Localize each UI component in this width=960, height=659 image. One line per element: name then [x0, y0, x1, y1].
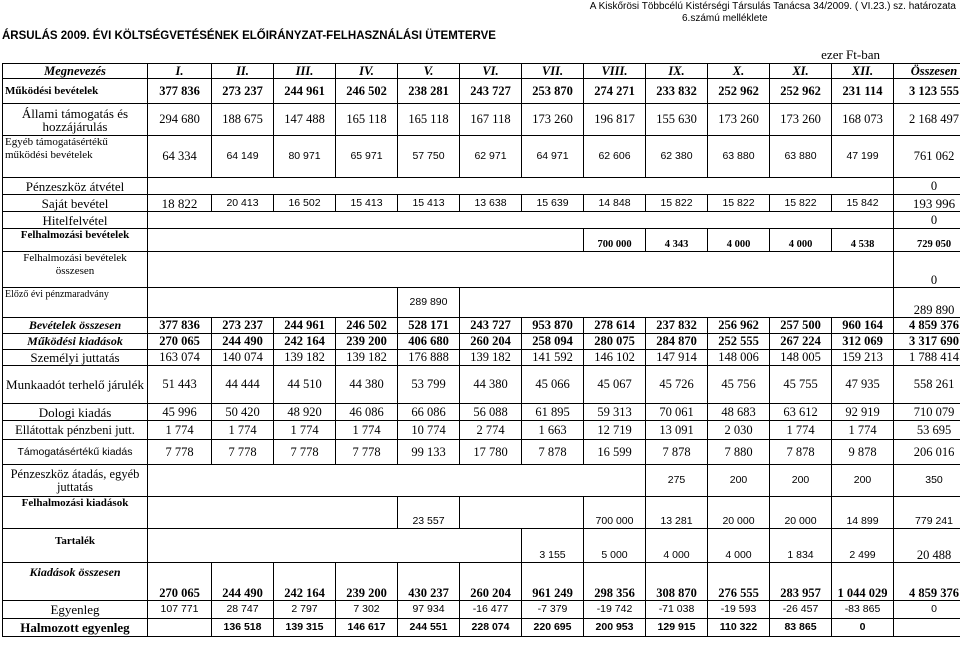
- table-cell: 7 880: [708, 440, 770, 465]
- table-cell: 110 322: [708, 619, 770, 637]
- table-cell: 45 756: [708, 366, 770, 404]
- table-cell: [148, 529, 522, 563]
- table-cell: 377 836: [148, 318, 212, 334]
- table-cell: 48 683: [708, 404, 770, 421]
- table-cell: 20 000: [708, 497, 770, 529]
- table-cell: -16 477: [460, 601, 522, 619]
- table-cell: 289 890: [398, 288, 460, 318]
- table-cell: 0: [832, 619, 894, 637]
- table-cell: 7 778: [336, 440, 398, 465]
- table-cell: 239 200: [336, 563, 398, 601]
- table-cell: 4 000: [770, 229, 832, 252]
- table-row: [3, 563, 960, 601]
- table-cell: 252 962: [770, 79, 832, 104]
- table-cell: 350: [894, 465, 960, 497]
- table-cell: 165 118: [336, 104, 398, 136]
- table-cell: 63 880: [770, 136, 832, 178]
- table-cell: 558 261: [894, 366, 960, 404]
- table-cell: 273 237: [212, 318, 274, 334]
- table-cell: 200: [770, 465, 832, 497]
- table-cell: 1 044 029: [832, 563, 894, 601]
- table-cell: 377 836: [148, 79, 212, 104]
- table-cell: 16 502: [274, 195, 336, 212]
- table-cell: 7 778: [274, 440, 336, 465]
- table-cell: 44 510: [274, 366, 336, 404]
- table-cell: 1 774: [274, 421, 336, 440]
- table-cell: 3 123 555: [894, 79, 960, 104]
- table-cell: 4 000: [708, 529, 770, 563]
- table-cell: 242 164: [274, 334, 336, 350]
- table-cell: 200: [832, 465, 894, 497]
- table-cell: 12 719: [584, 421, 646, 440]
- table-cell: 231 114: [832, 79, 894, 104]
- document-reference: [520, 1, 956, 25]
- table-cell: 47 935: [832, 366, 894, 404]
- table-cell: 1 774: [148, 421, 212, 440]
- col-header-month: I.: [148, 64, 212, 79]
- table-cell: 252 555: [708, 334, 770, 350]
- table-cell: 7 878: [770, 440, 832, 465]
- table-cell: 28 747: [212, 601, 274, 619]
- table-cell: 258 094: [522, 334, 584, 350]
- table-cell: 4 859 376: [894, 563, 960, 601]
- table-cell: 283 957: [770, 563, 832, 601]
- table-cell: 430 237: [398, 563, 460, 601]
- table-cell: 139 315: [274, 619, 336, 637]
- table-cell: 97 934: [398, 601, 460, 619]
- table-cell: 50 420: [212, 404, 274, 421]
- table-cell: 228 074: [460, 619, 522, 637]
- table-cell: 61 895: [522, 404, 584, 421]
- table-cell: 1 774: [212, 421, 274, 440]
- table-cell: 63 880: [708, 136, 770, 178]
- table-cell: -71 038: [646, 601, 708, 619]
- row-label: Pénzeszköz átadás, egyéb juttatás: [3, 465, 148, 497]
- table-cell: 15 842: [832, 195, 894, 212]
- table-cell: 4 859 376: [894, 318, 960, 334]
- table-cell: 17 780: [460, 440, 522, 465]
- table-cell: [148, 252, 894, 288]
- table-cell: 148 006: [708, 350, 770, 366]
- table-cell: 62 380: [646, 136, 708, 178]
- table-cell: 1 774: [336, 421, 398, 440]
- row-label: Hitelfelvétel: [3, 212, 148, 229]
- table-cell: 48 920: [274, 404, 336, 421]
- table-cell: 4 000: [646, 529, 708, 563]
- table-row: [3, 421, 960, 440]
- table-cell: 206 016: [894, 440, 960, 465]
- table-cell: -19 742: [584, 601, 646, 619]
- table-cell: 406 680: [398, 334, 460, 350]
- table-cell: 244 551: [398, 619, 460, 637]
- col-header-month: II.: [212, 64, 274, 79]
- table-cell: 15 822: [646, 195, 708, 212]
- table-cell: 165 118: [398, 104, 460, 136]
- table-cell: 700 000: [584, 229, 646, 252]
- table-cell: 44 444: [212, 366, 274, 404]
- table-cell: 244 961: [274, 79, 336, 104]
- col-header-name: Megnevezés: [3, 64, 148, 79]
- table-cell: 18 822: [148, 195, 212, 212]
- table-cell: 62 971: [460, 136, 522, 178]
- table-row: [3, 601, 960, 619]
- col-header-total: Összesen: [894, 64, 960, 79]
- table-cell: 188 675: [212, 104, 274, 136]
- row-label: Saját bevétel: [3, 195, 148, 212]
- table-cell: 14 848: [584, 195, 646, 212]
- table-cell: 56 088: [460, 404, 522, 421]
- table-cell: 244 490: [212, 563, 274, 601]
- col-header-month: XII.: [832, 64, 894, 79]
- table-row: [3, 465, 960, 497]
- table-cell: 0: [894, 178, 960, 195]
- table-row: [3, 366, 960, 404]
- row-label: Személyi juttatás: [3, 350, 148, 366]
- table-cell: 239 200: [336, 334, 398, 350]
- row-label: Előző évi pénzmaradvány: [3, 288, 148, 318]
- col-header-month: IV.: [336, 64, 398, 79]
- table-cell: 20 413: [212, 195, 274, 212]
- table-cell: 23 557: [398, 497, 460, 529]
- table-cell: 289 890: [894, 288, 960, 318]
- table-cell: 4 538: [832, 229, 894, 252]
- table-cell: 7 878: [522, 440, 584, 465]
- table-cell: 1 834: [770, 529, 832, 563]
- table-cell: 173 260: [708, 104, 770, 136]
- table-cell: 779 241: [894, 497, 960, 529]
- table-row: [3, 619, 960, 637]
- table-row: [3, 440, 960, 465]
- table-cell: 159 213: [832, 350, 894, 366]
- table-cell: [894, 619, 960, 637]
- table-cell: 83 865: [770, 619, 832, 637]
- resolution-reference: A Kiskőrösi Többcélú Kistérségi Társulás Tanácsa 34/2009. ( VI.23.) sz. határozata: [589, 1, 956, 12]
- table-cell: -83 865: [832, 601, 894, 619]
- table-cell: 45 066: [522, 366, 584, 404]
- table-row: [3, 497, 960, 529]
- row-label: Felhalmozási kiadások: [3, 497, 148, 529]
- table-row: [3, 350, 960, 366]
- table-cell: 242 164: [274, 563, 336, 601]
- table-cell: 244 961: [274, 318, 336, 334]
- table-cell: 10 774: [398, 421, 460, 440]
- table-cell: 0: [894, 212, 960, 229]
- table-cell: 129 915: [646, 619, 708, 637]
- table-cell: 173 260: [770, 104, 832, 136]
- table-cell: 70 061: [646, 404, 708, 421]
- table-cell: 1 774: [770, 421, 832, 440]
- table-cell: [148, 229, 584, 252]
- table-cell: 220 695: [522, 619, 584, 637]
- table-cell: 243 727: [460, 318, 522, 334]
- table-cell: 148 005: [770, 350, 832, 366]
- table-cell: 273 237: [212, 79, 274, 104]
- table-cell: 298 356: [584, 563, 646, 601]
- table-cell: 294 680: [148, 104, 212, 136]
- table-cell: 260 204: [460, 563, 522, 601]
- table-cell: 284 870: [646, 334, 708, 350]
- table-cell: 2 499: [832, 529, 894, 563]
- table-row: [3, 529, 960, 563]
- table-row: [3, 334, 960, 350]
- row-label: Bevételek összesen: [3, 318, 148, 334]
- table-cell: [460, 497, 584, 529]
- row-label: Egyenleg: [3, 601, 148, 619]
- table-cell: 66 086: [398, 404, 460, 421]
- table-cell: 528 171: [398, 318, 460, 334]
- table-cell: 233 832: [646, 79, 708, 104]
- table-cell: 63 612: [770, 404, 832, 421]
- table-cell: 80 971: [274, 136, 336, 178]
- table-cell: 20 488: [894, 529, 960, 563]
- table-cell: 15 822: [770, 195, 832, 212]
- table-row: [3, 136, 960, 178]
- table-cell: 14 899: [832, 497, 894, 529]
- table-cell: 1 774: [832, 421, 894, 440]
- table-cell: 246 502: [336, 79, 398, 104]
- table-cell: 147 914: [646, 350, 708, 366]
- table-cell: 147 488: [274, 104, 336, 136]
- table-cell: 0: [894, 252, 960, 288]
- table-cell: 243 727: [460, 79, 522, 104]
- row-label: Pénzeszköz átvétel: [3, 178, 148, 195]
- table-cell: 173 260: [522, 104, 584, 136]
- table-cell: 65 971: [336, 136, 398, 178]
- table-cell: 3 155: [522, 529, 584, 563]
- table-cell: 64 149: [212, 136, 274, 178]
- table-cell: [148, 497, 398, 529]
- table-cell: 270 065: [148, 334, 212, 350]
- table-cell: 59 313: [584, 404, 646, 421]
- table-cell: 45 755: [770, 366, 832, 404]
- table-cell: 44 380: [460, 366, 522, 404]
- budget-schedule-table: [2, 63, 960, 637]
- table-cell: 15 413: [336, 195, 398, 212]
- table-cell: [460, 288, 894, 318]
- table-cell: 280 075: [584, 334, 646, 350]
- table-cell: 136 518: [212, 619, 274, 637]
- table-cell: 168 073: [832, 104, 894, 136]
- table-cell: 4 343: [646, 229, 708, 252]
- table-cell: 92 919: [832, 404, 894, 421]
- table-cell: 141 592: [522, 350, 584, 366]
- table-cell: 139 182: [460, 350, 522, 366]
- table-cell: 107 771: [148, 601, 212, 619]
- row-label: Dologi kiadás: [3, 404, 148, 421]
- table-cell: 16 599: [584, 440, 646, 465]
- row-label: Állami támogatás és hozzájárulás: [3, 104, 148, 136]
- table-cell: 146 102: [584, 350, 646, 366]
- table-cell: 238 281: [398, 79, 460, 104]
- table-row: [3, 178, 960, 195]
- row-label: Halmozott egyenleg: [3, 619, 148, 637]
- col-header-month: VIII.: [584, 64, 646, 79]
- table-cell: 312 069: [832, 334, 894, 350]
- table-cell: 1 788 414: [894, 350, 960, 366]
- annex-label: 6.számú melléklete: [682, 13, 768, 24]
- table-cell: 20 000: [770, 497, 832, 529]
- table-cell: [148, 465, 646, 497]
- table-cell: 0: [894, 601, 960, 619]
- table-cell: 953 870: [522, 318, 584, 334]
- row-label: Támogatásértékű kiadás: [3, 440, 148, 465]
- table-cell: 51 443: [148, 366, 212, 404]
- row-label: Működési kiadások: [3, 334, 148, 350]
- table-cell: [148, 619, 212, 637]
- table-cell: 278 614: [584, 318, 646, 334]
- table-cell: 139 182: [336, 350, 398, 366]
- row-label: Munkaadót terhelő járulék: [3, 366, 148, 404]
- row-label: Felhalmozási bevételek: [3, 229, 148, 252]
- row-label: Ellátottak pénzbeni jutt.: [3, 421, 148, 440]
- table-cell: 4 000: [708, 229, 770, 252]
- table-cell: [148, 178, 894, 195]
- table-cell: 257 500: [770, 318, 832, 334]
- table-cell: 308 870: [646, 563, 708, 601]
- table-cell: 761 062: [894, 136, 960, 178]
- table-cell: 13 091: [646, 421, 708, 440]
- table-cell: 2 797: [274, 601, 336, 619]
- table-cell: 1 663: [522, 421, 584, 440]
- table-cell: 62 606: [584, 136, 646, 178]
- table-cell: 2 168 497: [894, 104, 960, 136]
- table-row: [3, 79, 960, 104]
- table-row: [3, 318, 960, 334]
- table-row: [3, 288, 960, 318]
- table-cell: 274 271: [584, 79, 646, 104]
- table-cell: 200 953: [584, 619, 646, 637]
- table-cell: 275: [646, 465, 708, 497]
- table-cell: 146 617: [336, 619, 398, 637]
- table-cell: 53 695: [894, 421, 960, 440]
- table-cell: 99 133: [398, 440, 460, 465]
- table-cell: 961 249: [522, 563, 584, 601]
- table-row: [3, 252, 960, 288]
- table-cell: 960 164: [832, 318, 894, 334]
- table-cell: 47 199: [832, 136, 894, 178]
- table-cell: 7 302: [336, 601, 398, 619]
- table-cell: 57 750: [398, 136, 460, 178]
- table-cell: 45 996: [148, 404, 212, 421]
- unit-label: ezer Ft-ban: [821, 47, 880, 62]
- table-cell: 64 334: [148, 136, 212, 178]
- table-cell: 193 996: [894, 195, 960, 212]
- table-cell: 276 555: [708, 563, 770, 601]
- table-cell: 2 030: [708, 421, 770, 440]
- table-cell: 13 638: [460, 195, 522, 212]
- table-cell: 3 317 690: [894, 334, 960, 350]
- table-cell: 140 074: [212, 350, 274, 366]
- table-cell: 710 079: [894, 404, 960, 421]
- col-header-month: V.: [398, 64, 460, 79]
- table-cell: 15 413: [398, 195, 460, 212]
- table-cell: 44 380: [336, 366, 398, 404]
- col-header-month: III.: [274, 64, 336, 79]
- table-cell: 267 224: [770, 334, 832, 350]
- table-cell: 196 817: [584, 104, 646, 136]
- table-row: [3, 404, 960, 421]
- col-header-month: VI.: [460, 64, 522, 79]
- table-cell: [148, 212, 894, 229]
- table-cell: -7 379: [522, 601, 584, 619]
- table-cell: 167 118: [460, 104, 522, 136]
- row-label: Egyéb támogatásértékű működési bevételek: [3, 136, 148, 178]
- table-cell: 7 878: [646, 440, 708, 465]
- table-cell: 246 502: [336, 318, 398, 334]
- table-cell: 15 639: [522, 195, 584, 212]
- table-cell: 139 182: [274, 350, 336, 366]
- table-cell: 7 778: [148, 440, 212, 465]
- table-row: [3, 195, 960, 212]
- table-cell: 729 050: [894, 229, 960, 252]
- table-cell: 256 962: [708, 318, 770, 334]
- table-cell: -26 457: [770, 601, 832, 619]
- table-cell: 45 726: [646, 366, 708, 404]
- table-cell: 64 971: [522, 136, 584, 178]
- col-header-month: IX.: [646, 64, 708, 79]
- col-header-month: XI.: [770, 64, 832, 79]
- table-row: [3, 212, 960, 229]
- table-cell: 163 074: [148, 350, 212, 366]
- page-title: ÁRSULÁS 2009. ÉVI KÖLTSÉGVETÉSÉNEK ELŐIRÁNYZAT-FELHASZNÁLÁSI ÜTEMTERVE: [2, 30, 496, 42]
- table-cell: 7 778: [212, 440, 274, 465]
- table-row: [3, 229, 960, 252]
- table-cell: 53 799: [398, 366, 460, 404]
- table-row: [3, 104, 960, 136]
- table-cell: [148, 288, 398, 318]
- row-label: Működési bevételek: [3, 79, 148, 104]
- table-cell: 270 065: [148, 563, 212, 601]
- row-label: Kiadások összesen: [3, 563, 148, 601]
- table-cell: 15 822: [708, 195, 770, 212]
- header-row: [3, 64, 960, 79]
- table-cell: 252 962: [708, 79, 770, 104]
- col-header-month: VII.: [522, 64, 584, 79]
- table-cell: 176 888: [398, 350, 460, 366]
- table-cell: 46 086: [336, 404, 398, 421]
- col-header-month: X.: [708, 64, 770, 79]
- table-cell: 13 281: [646, 497, 708, 529]
- table-cell: 700 000: [584, 497, 646, 529]
- row-label: Tartalék: [3, 529, 148, 563]
- table-cell: 244 490: [212, 334, 274, 350]
- table-cell: 260 204: [460, 334, 522, 350]
- table-cell: 2 774: [460, 421, 522, 440]
- table-cell: 9 878: [832, 440, 894, 465]
- table-cell: 200: [708, 465, 770, 497]
- table-cell: 5 000: [584, 529, 646, 563]
- table-cell: -19 593: [708, 601, 770, 619]
- table-cell: 237 832: [646, 318, 708, 334]
- row-label: Felhalmozási bevételek összesen: [3, 252, 148, 288]
- table-cell: 155 630: [646, 104, 708, 136]
- table-cell: 253 870: [522, 79, 584, 104]
- table-cell: 45 067: [584, 366, 646, 404]
